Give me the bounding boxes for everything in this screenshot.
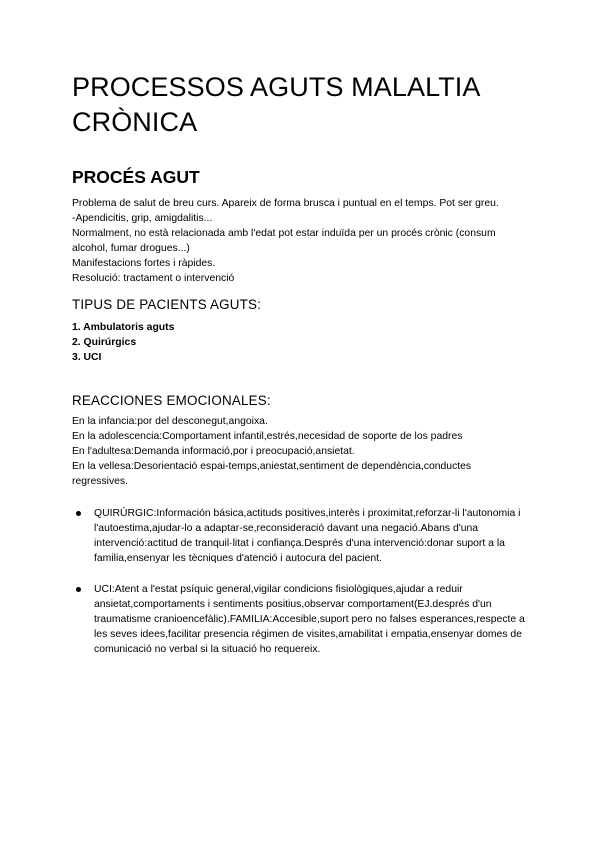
paragraph-line: En la vellesa:Desorientació espai-temps,aniestat,sentiment de dependència,conductes regressives. (72, 461, 472, 487)
list-item: 1. Ambulatoris aguts (72, 322, 175, 333)
bullet-text: UCI:Atent a l'estat psíquic general,vigilar condicions fisiològiques,ajudar a reduir ansietat,comportaments i sentiments positius,observar comportament(EJ.després d'un traumatisme cranioencefàlic).FAMILIA:Accesible,suport pero no falses esperances,respecte a les seves idees,facilitar presencia régimen de visites,amabilitat i empatia,ensenyar domes de comunicació no verbal si la situació ho requereix. (94, 584, 525, 655)
title-line-1: PROCESSOS AGUTS MALALTIA (72, 72, 481, 102)
section-heading-reacciones: REACCIONES EMOCIONALES: (72, 393, 271, 408)
paragraph-line: -Apendicitis, grip, amigdalitis... (72, 213, 213, 224)
document-page (72, 70, 528, 673)
bullet-dot-icon (76, 511, 81, 516)
list-item: 3. UCI (72, 352, 102, 363)
paragraph-line: Resolució: tractament o intervenció (72, 273, 235, 284)
paragraph-line: Manifestacions fortes i ràpides. (72, 258, 216, 269)
bullet-dot-icon (76, 587, 81, 592)
patient-types-list (72, 320, 528, 365)
bullet-list (72, 506, 528, 657)
document-title (72, 70, 528, 140)
bullet-item-uci (94, 582, 528, 657)
bullet-item-quirurgic (94, 506, 528, 566)
paragraph-line: Normalment, no està relacionada amb l'edat pot estar induïda per un procés crònic (consum alcohol, fumar drogues...) (72, 228, 496, 254)
bullet-text: QUIRÚRGIC:Información básica,actituds positives,interès i proximitat,reforzar-li l'autonomia i l'autoestima,ajudar-lo a adaptar-se,reconsideració davant una negació.Abans d'una intervenció:actitud de tranquil·litat i confiança.Després d'una intervenció:donar suport a la familia,ensenyar les tècniques d'atenció i autocura del pacient. (94, 508, 521, 564)
title-line-2: CRÒNICA (72, 107, 198, 137)
paragraph-line: En la adolescencia:Comportament infantil,estrés,necesidad de soporte de los padres (72, 431, 463, 442)
section-heading-tipus-pacients: TIPUS DE PACIENTS AGUTS: (72, 297, 262, 312)
paragraph-line: En la infancia:por del desconegut,angoixa. (72, 416, 268, 427)
paragraph-line: Problema de salut de breu curs. Apareix de forma brusca i puntual en el temps. Pot ser greu. (72, 198, 499, 209)
paragraph-line: En l'adultesa:Demanda informació,por i preocupació,ansietat. (72, 446, 355, 457)
list-item: 2. Quirúrgics (72, 337, 137, 348)
section-heading-proces-agut: PROCÉS AGUT (72, 167, 200, 187)
